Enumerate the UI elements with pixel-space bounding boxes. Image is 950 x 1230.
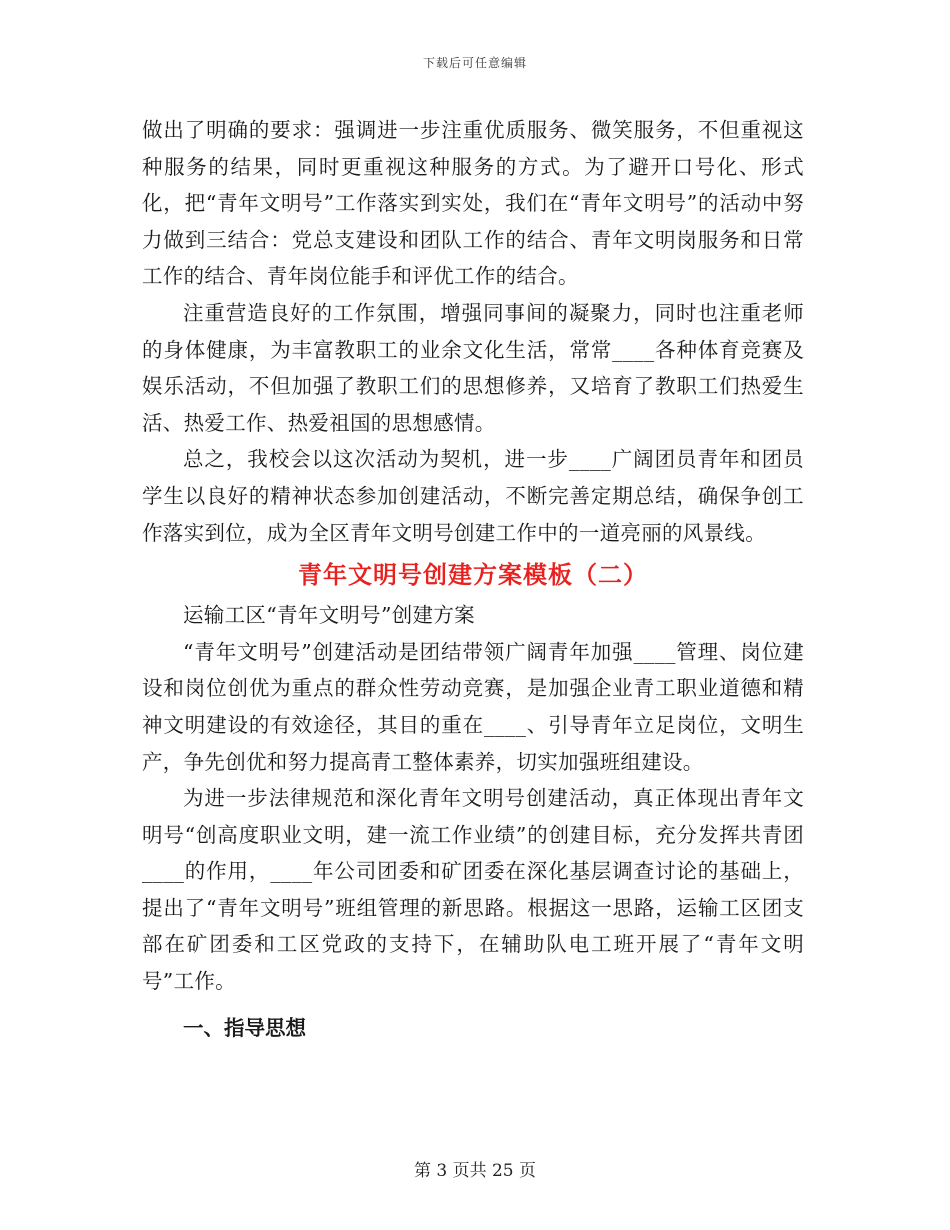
paragraph-conclusion: 总之，我校会以这次活动为契机，进一步____广阔团员青年和团员学生以良好的精神状态参加创建活动，不断完善定期总结，确保争创工作落实到位，成为全区青年文明号创建工作中的一道亮丽的风景线。: [142, 447, 804, 545]
page-number: 第 3 页共 25 页: [413, 1161, 537, 1181]
paragraph-background: 为进一步法律规范和深化青年文明号创建活动，真正体现出青年文明号“创高度职业文明，建一流工作业绩”的创建目标，充分发挥共青团____的作用，____年公司团委和矿团委在深化基层调查讨论的基础上，提出了“青年文明号”班组管理的新思路。根据这一思路，运输工区团支部在矿团委和工区党政的支持下，在辅助队电工班开展了“青年文明号”工作。: [142, 786, 804, 994]
plan-subtitle: 运输工区“青年文明号”创建方案: [183, 603, 475, 628]
heading-guiding-ideology: 一、指导思想: [183, 1015, 306, 1040]
document-body: [142, 112, 804, 1050]
paragraph-activity-intro: “青年文明号”创建活动是团结带领广阔青年加强____管理、岗位建设和岗位创优为重点的群众性劳动竞赛，是加强企业青工职业道德和精神文明建设的有效途径，其目的重在____、引导青年立足岗位，文明生产，争先创优和努力提高青工整体素养，切实加强班组建设。: [142, 639, 804, 774]
header-note: 下载后可任意编辑: [422, 56, 527, 70]
section-title: 青年文明号创建方案模板（二）: [298, 560, 648, 590]
paragraph-work-atmosphere: 注重营造良好的工作氛围，增强同事间的凝聚力，同时也注重老师的身体健康，为丰富教职工的业余文化生活，常常____各种体育竞赛及娱乐活动，不但加强了教职工们的思想修养，又培育了教职工们热爱生活、热爱工作、热爱祖国的思想感情。: [142, 300, 804, 435]
paragraph-continued: 做出了明确的要求：强调进一步注重优质服务、微笑服务，不但重视这种服务的结果，同时更重视这种服务的方式。为了避开口号化、形式化，把“青年文明号”工作落实到实处，我们在“青年文明号”的活动中努力做到三结合：党总支建设和团队工作的结合、青年文明岗服务和日常工作的结合、青年岗位能手和评优工作的结合。: [142, 118, 804, 289]
